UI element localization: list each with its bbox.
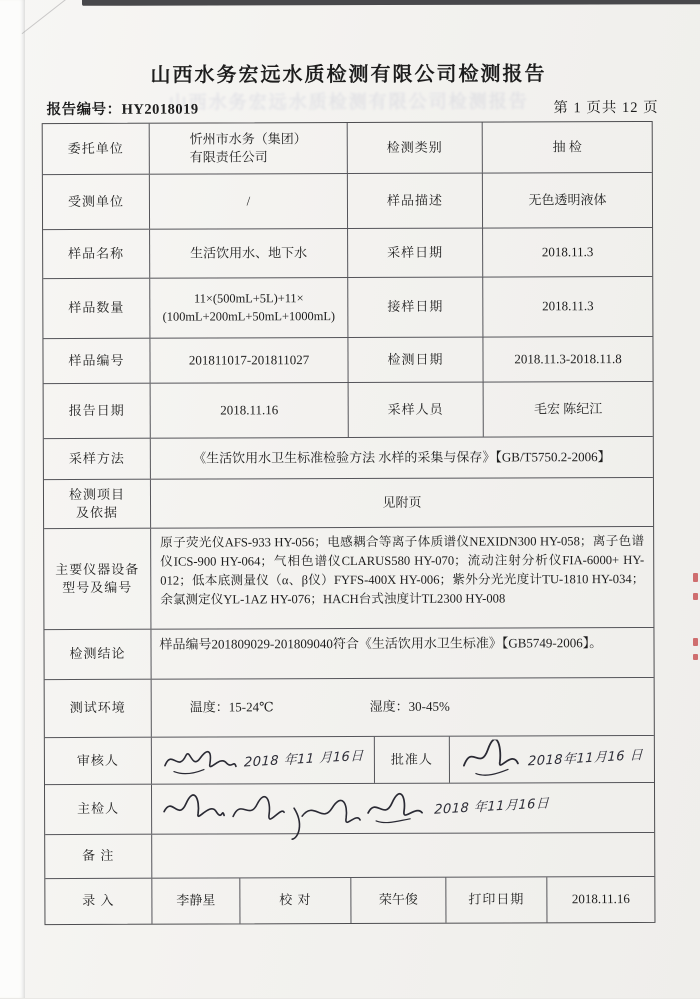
field-label-test-date: 检测日期 xyxy=(348,338,483,382)
table-row xyxy=(43,277,652,339)
field-label-approver: 批准人 xyxy=(375,737,450,783)
field-value-sampling-method: 《生活饮用水卫生标准检验方法 水样的采集与保存》【GB/T5750.2-2006】 xyxy=(193,448,611,466)
field-label-client: 委托单位 xyxy=(43,124,150,174)
field-label-sample-qty: 样品数量 xyxy=(43,279,150,338)
field-value-sample-qty: 11×(500mL+5L)+11× (100mL+200mL+50mL+1000mL) xyxy=(150,278,348,338)
inspector-handwritten-signature xyxy=(288,793,362,839)
table-row xyxy=(43,173,652,230)
table-row xyxy=(43,228,652,279)
inspector-handwritten-signature xyxy=(228,792,286,826)
reviewer-handwritten-signature xyxy=(160,743,238,777)
field-label-test-type: 检测类别 xyxy=(348,123,483,173)
reviewer-signature-cell xyxy=(152,737,375,784)
field-value-sampling-date: 2018.11.3 xyxy=(541,244,594,260)
field-value-receiving-date: 2018.11.3 xyxy=(542,298,594,314)
field-value-sample-desc: 无色透明液体 xyxy=(528,192,607,208)
table-row xyxy=(45,833,654,879)
field-label-test-items: 检测项目 及依据 xyxy=(44,480,151,528)
field-value-proofreader: 荣午俊 xyxy=(351,878,446,923)
field-value-instruments: 原子荧光仪AFS-933 HY-056；电感耦合等离子体质谱仪NEXIDN300 HY-058；离子色谱仪ICS-900 HY-064；气相色谱仪CLARUS580 HY-070；流动注射分析仪FIA-6000+ HY-012；低本底测量仪（α、β仪）FYFS-400X HY-006；紫外分光光度计TU-1810 HY-034；余氯测定仪YL-1AZ HY-076；HACH台式浊度计TL2300 HY-008 xyxy=(160,533,645,608)
approver-handwritten-date: 2018年11月16 日 xyxy=(527,747,644,770)
field-value-test-date: 2018.11.3-2018.11.8 xyxy=(514,350,622,367)
report-meta-line xyxy=(47,96,659,119)
field-value-sample-no: 201811017-201811027 xyxy=(150,338,348,383)
field-label-sample-desc: 样品描述 xyxy=(348,174,483,228)
report-info-table xyxy=(42,121,656,925)
field-label-sample-no: 样品编号 xyxy=(43,339,150,383)
field-label-report-date: 报告日期 xyxy=(44,384,151,438)
field-label-samplers: 采样人员 xyxy=(349,383,484,437)
environment-humidity: 湿度：30-45% xyxy=(369,699,450,715)
field-value-tested-unit: / xyxy=(150,174,348,229)
report-number: 报告编号：HY2018019 xyxy=(46,101,199,119)
field-label-sample-name: 样品名称 xyxy=(43,230,150,278)
field-label-conclusion: 检测结论 xyxy=(44,630,151,679)
field-label-receiving-date: 接样日期 xyxy=(348,278,483,337)
field-value-remark xyxy=(152,833,654,878)
table-row xyxy=(44,527,653,630)
field-value-test-items: 见附页 xyxy=(382,494,422,510)
table-row xyxy=(44,628,653,680)
field-value-report-date: 2018.11.16 xyxy=(151,383,349,438)
table-row xyxy=(44,437,653,480)
field-label-print-date: 打印日期 xyxy=(446,877,547,922)
field-label-remark: 备 注 xyxy=(45,835,152,878)
field-value-print-date: 2018.11.16 xyxy=(571,891,630,907)
page-title: 山西水务宏远水质检测有限公司检测报告 xyxy=(150,63,547,87)
field-value-client: 忻州市水务（集团） 有限责任公司 xyxy=(189,130,307,165)
environment-temperature: 温度：15-24℃ xyxy=(189,699,274,715)
table-row xyxy=(43,122,652,175)
table-row xyxy=(45,877,654,924)
field-value-environment xyxy=(152,678,654,737)
field-label-sampling-date: 采样日期 xyxy=(348,229,483,277)
field-label-entry: 录 入 xyxy=(45,879,152,924)
field-value-test-type: 抽 检 xyxy=(552,139,582,155)
table-row xyxy=(45,783,654,835)
field-label-reviewer: 审核人 xyxy=(45,738,152,784)
field-label-environment: 测试环境 xyxy=(45,680,152,737)
inspector-handwritten-signature xyxy=(364,790,424,826)
approver-signature-cell xyxy=(450,736,654,783)
field-value-conclusion: 样品编号201809029-201809040符合《生活饮用水卫生标准》【GB5749-2006】。 xyxy=(159,635,603,652)
field-label-proofreader: 校 对 xyxy=(240,878,351,923)
table-row xyxy=(43,337,652,384)
table-row xyxy=(45,736,654,785)
approver-handwritten-signature xyxy=(458,739,522,779)
field-label-instruments: 主要仪器设备 型号及编号 xyxy=(44,529,151,629)
page-indicator: 第 1 页共 12 页 xyxy=(553,99,659,117)
table-row xyxy=(44,382,653,439)
field-label-inspector: 主检人 xyxy=(45,785,152,834)
field-value-entry: 李静星 xyxy=(152,878,240,923)
field-value-sample-name: 生活饮用水、地下水 xyxy=(150,229,348,278)
inspector-handwritten-signature xyxy=(160,791,226,827)
field-value-samplers: 毛宏 陈纪江 xyxy=(534,401,603,417)
inspector-signature-cell xyxy=(152,783,654,834)
table-row xyxy=(44,478,653,529)
table-row xyxy=(45,678,654,738)
bleed-through-ghost-title: 山西水务宏远水质检测有限公司检测报告 xyxy=(168,91,529,113)
inspector-handwritten-date: 2018 年11月16日 xyxy=(433,796,550,819)
field-label-tested-unit: 受测单位 xyxy=(43,175,150,229)
reviewer-handwritten-date: 2018 年11 月16日 xyxy=(243,748,365,771)
field-label-sampling-method: 采样方法 xyxy=(44,439,151,479)
